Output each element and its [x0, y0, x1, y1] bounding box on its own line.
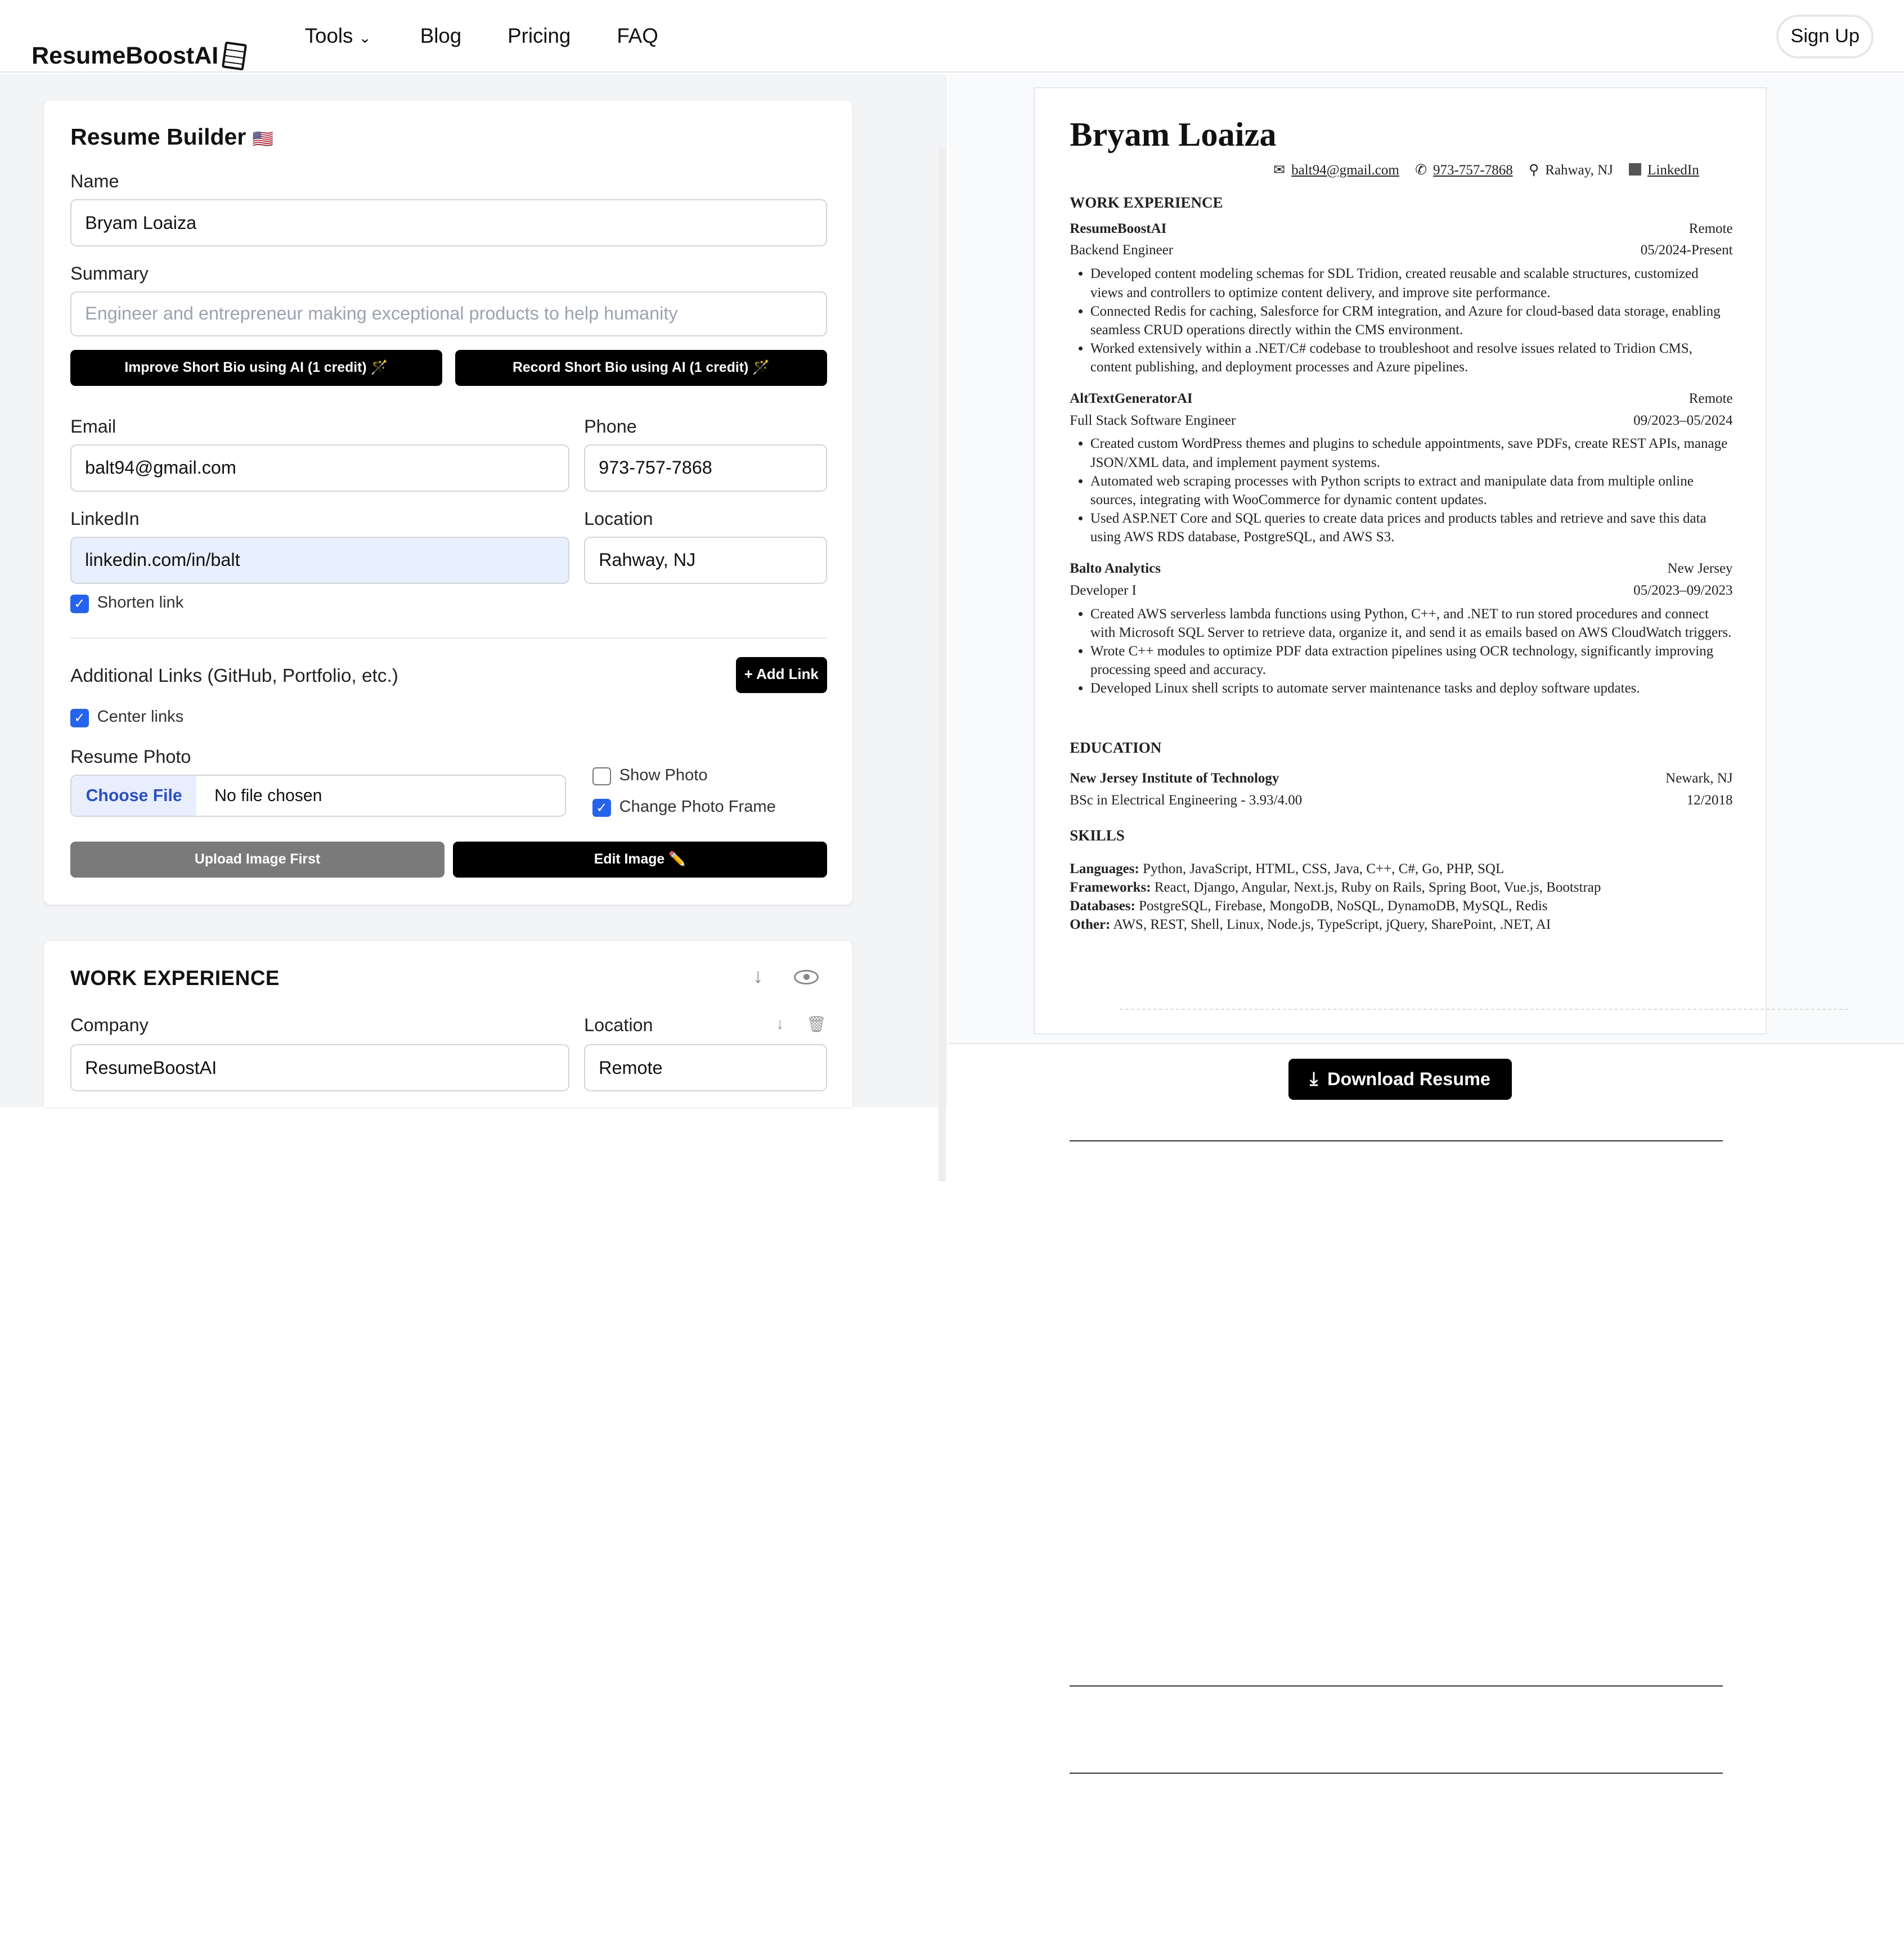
shorten-link-checkbox[interactable]: ✓ — [70, 595, 88, 613]
job-role: Full Stack Software Engineer — [1070, 412, 1236, 428]
file-input[interactable] — [70, 775, 566, 817]
download-resume-button[interactable] — [1288, 1059, 1512, 1100]
bullet: • Wrote C++ modules to optimize PDF data extraction pipelines using OCR technology, significantly improving processing speed and accuracy. — [1090, 642, 1734, 679]
location-input[interactable]: Rahway, NJ — [584, 537, 827, 584]
location-pin-icon: ⚲ — [1528, 162, 1539, 178]
skill-row — [1070, 878, 1803, 897]
upload-image-first-button[interactable]: Upload Image First — [70, 842, 444, 878]
center-links-checkbox[interactable]: ✓ — [70, 709, 88, 727]
download-label: Download Resume — [1327, 1068, 1490, 1089]
bullet: • Automated web scraping processes with Python scripts to extract and manipulate data from multiple online sources, integrating with WooCommerce for dynamic content updates. — [1090, 472, 1734, 509]
job-location-input[interactable]: Remote — [584, 1044, 827, 1091]
job-role: Developer I — [1070, 582, 1137, 598]
email-input[interactable]: balt94@gmail.com — [70, 444, 569, 492]
bullet: • Created AWS serverless lambda functions using Python, C++, and .NET to run stored procedures and connect with Microsoft SQL Server to retrieve data, organize it, and send it as emails based on AWS CloudWatch triggers. — [1090, 605, 1734, 642]
trash-icon[interactable]: 🗑 — [806, 1015, 827, 1033]
center-links-label: Center links — [97, 708, 184, 726]
job-location: Remote — [1689, 390, 1733, 406]
resume-phone[interactable]: 973-757-7868 — [1433, 162, 1513, 178]
summary-label: Summary — [70, 263, 149, 284]
work-experience-card — [44, 941, 852, 1108]
skill-key: Languages: — [1070, 861, 1139, 876]
download-bar — [949, 1043, 1904, 1107]
linkedin-label: LinkedIn — [70, 509, 140, 529]
shorten-link-label: Shorten link — [97, 593, 184, 612]
grad-date: 12/2018 — [1686, 793, 1733, 808]
skill-value: Python, JavaScript, HTML, CSS, Java, C++, C#, Go, PHP, SQL — [1139, 861, 1505, 876]
bullet: • Worked extensively within a .NET/C# codebase to troubleshoot and resolve issues related to Tridion CMS, content publishing, and deployment processes and Azure pipelines. — [1090, 339, 1734, 376]
change-frame-label: Change Photo Frame — [619, 797, 776, 816]
job-location-label: Location — [584, 1015, 653, 1036]
school-location: Newark, NJ — [1665, 771, 1733, 786]
document-icon — [222, 41, 247, 70]
phone-input[interactable]: 973-757-7868 — [584, 444, 827, 492]
resume-linkedin[interactable]: LinkedIn — [1647, 162, 1699, 178]
no-file-text: No file chosen — [214, 786, 322, 805]
skill-value: AWS, REST, Shell, Linux, Node.js, TypeScript, jQuery, SharePoint, .NET, AI — [1110, 917, 1551, 933]
name-input[interactable]: Bryam Loaiza — [70, 199, 827, 246]
resume-photo-label: Resume Photo — [70, 747, 191, 767]
phone-icon: ✆ — [1415, 162, 1427, 178]
work-heading: WORK EXPERIENCE — [1070, 194, 1723, 1141]
bullet: • Created custom WordPress themes and plugins to schedule appointments, save PDFs, create REST APIs, manage JSON/XML data, and implement payment systems. — [1090, 434, 1734, 471]
email-label: Email — [70, 416, 116, 437]
skill-row — [1070, 897, 1803, 915]
eye-icon[interactable] — [794, 970, 818, 984]
show-photo-label: Show Photo — [619, 766, 708, 784]
degree: BSc in Electrical Engineering - 3.93/4.00 — [1070, 793, 1303, 808]
page-break — [1120, 1009, 1848, 1955]
nav-tools-label: Tools — [304, 24, 353, 48]
change-frame-checkbox[interactable]: ✓ — [592, 799, 610, 817]
linkedin-input[interactable]: linkedin.com/in/balt — [70, 537, 569, 584]
job-dates: 09/2023–05/2024 — [1633, 412, 1733, 428]
company-input[interactable]: ResumeBoostAI — [70, 1044, 569, 1091]
job-company: AltTextGeneratorAI — [1070, 390, 1193, 406]
work-section-title: WORK EXPERIENCE — [70, 966, 280, 990]
resume-builder-card — [44, 101, 852, 905]
job-dates: 05/2024-Present — [1640, 242, 1733, 258]
job-dates: 05/2023–09/2023 — [1633, 582, 1733, 598]
skill-row — [1070, 915, 1803, 934]
skill-key: Frameworks: — [1070, 880, 1151, 896]
bullet: • Developed content modeling schemas for SDL Tridion, created reusable and scalable structures, customized views and controllers to optimize content delivery, and improve site performance. — [1090, 264, 1734, 302]
move-down-icon[interactable]: ↓ — [776, 1015, 784, 1033]
skill-row — [1070, 860, 1803, 878]
resume-email[interactable]: balt94@gmail.com — [1291, 162, 1399, 178]
resume-preview — [1034, 87, 1767, 1034]
location-label: Location — [584, 509, 653, 529]
nav-faq[interactable]: FAQ — [617, 24, 658, 48]
job-location: New Jersey — [1667, 560, 1733, 576]
mail-icon: ✉ — [1273, 162, 1286, 178]
bullet: • Connected Redis for caching, Salesforce for CRM integration, and Azure for cloud-based data storage, enabling seamless CRUD operations directly within the CMS environment. — [1090, 302, 1734, 339]
skill-key: Other: — [1070, 917, 1111, 933]
skill-key: Databases: — [1070, 898, 1135, 914]
job-role: Backend Engineer — [1070, 242, 1174, 258]
download-icon: ⤓ — [1309, 1068, 1318, 1089]
linkedin-icon — [1629, 163, 1641, 176]
editor-pane — [0, 74, 947, 1108]
choose-file-button[interactable]: Choose File — [71, 776, 196, 816]
edit-image-button[interactable]: Edit Image ✏️ — [453, 842, 827, 878]
nav-pricing[interactable]: Pricing — [508, 24, 571, 48]
scrollbar[interactable] — [938, 148, 946, 1181]
resume-name: Bryam Loaiza — [1070, 115, 1277, 154]
phone-label: Phone — [584, 416, 637, 437]
skill-value: PostgreSQL, Firebase, MongoDB, NoSQL, DynamoDB, MySQL, Redis — [1135, 898, 1548, 914]
resume-location: Rahway, NJ — [1545, 162, 1613, 178]
job-company: Balto Analytics — [1070, 560, 1161, 576]
show-photo-checkbox[interactable] — [592, 767, 610, 785]
skill-value: React, Django, Angular, Next.js, Ruby on Rails, Spring Boot, Vue.js, Bootstrap — [1151, 880, 1601, 896]
arrow-down-icon[interactable]: ↓ — [753, 964, 764, 987]
us-flag-icon: 🇺🇸 — [252, 130, 274, 149]
add-link-button[interactable]: + Add Link — [736, 657, 827, 694]
name-label: Name — [70, 171, 119, 192]
skills-heading: SKILLS — [1070, 827, 1723, 1774]
nav-blog[interactable]: Blog — [420, 24, 462, 48]
chevron-down-icon: ⌄ — [358, 29, 371, 47]
summary-input[interactable]: Engineer and entrepreneur making exceptional products to help humanity — [70, 291, 827, 336]
improve-bio-button[interactable]: Improve Short Bio using AI (1 credit) 🪄 — [70, 350, 442, 386]
sign-up-button[interactable]: Sign Up — [1776, 15, 1874, 59]
preview-pane — [949, 74, 1904, 1043]
school-name: New Jersey Institute of Technology — [1070, 771, 1279, 786]
additional-links-label: Additional Links (GitHub, Portfolio, etc.) — [70, 665, 398, 686]
record-bio-button[interactable]: Record Short Bio using AI (1 credit) 🪄 — [455, 350, 827, 386]
education-heading: EDUCATION — [1070, 739, 1723, 1686]
bullet: • Used ASP.NET Core and SQL queries to create data prices and products tables and retrieve and save this data using AWS RDS database, PostgreSQL, and AWS S3. — [1090, 509, 1734, 546]
builder-title-text: Resume Builder — [70, 124, 246, 150]
bullet: • Developed Linux shell scripts to automate server maintenance tasks and deploy software updates. — [1090, 679, 1734, 698]
company-label: Company — [70, 1015, 149, 1036]
job-location: Remote — [1689, 221, 1733, 236]
top-nav — [0, 0, 1904, 73]
logo-text: ResumeBoostAI — [32, 42, 219, 69]
job-company: ResumeBoostAI — [1070, 221, 1167, 236]
